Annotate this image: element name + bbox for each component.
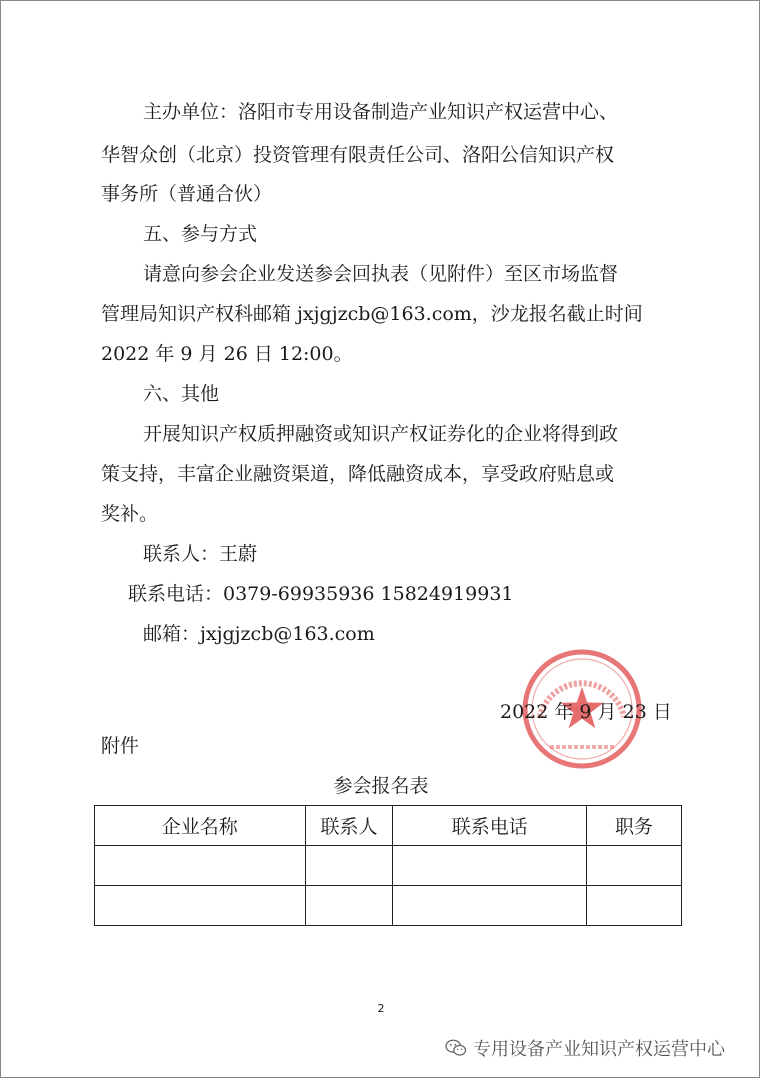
section-heading-other: 六、其他	[143, 383, 220, 405]
paragraph-other-line-1: 开展知识产权质押融资或知识产权证券化的企业将得到政	[143, 423, 619, 445]
table-cell	[393, 886, 587, 926]
registration-table-title: 参会报名表	[333, 775, 429, 797]
document-date: 2022 年 9 月 23 日	[500, 701, 672, 723]
wechat-watermark	[445, 1036, 725, 1060]
contact-email: 邮箱：jxjgjzcb@163.com	[143, 623, 375, 645]
table-header-row	[95, 806, 682, 846]
table-cell	[305, 846, 393, 886]
contact-person: 联系人：王蔚	[143, 543, 258, 565]
watermark-text: 专用设备产业知识产权运营中心	[473, 1039, 725, 1060]
table-cell	[587, 846, 682, 886]
paragraph-participation-line-2: 管理局知识产权科邮箱 jxjgjzcb@163.com，沙龙报名截止时间	[101, 303, 643, 325]
paragraph-other-line-3: 奖补。	[101, 503, 159, 525]
section-heading-participation: 五、参与方式	[143, 223, 258, 245]
table-cell	[393, 846, 587, 886]
table-cell	[95, 846, 306, 886]
registration-table	[94, 805, 682, 926]
table-row	[95, 846, 682, 886]
paragraph-organizer-line-2: 华智众创（北京）投资管理有限责任公司、洛阳公信知识产权	[101, 144, 615, 166]
paragraph-organizer-line-1: 主办单位：洛阳市专用设备制造产业知识产权运营中心、	[143, 101, 619, 123]
header-position: 职务	[587, 806, 682, 846]
page-number: 2	[377, 1002, 385, 1015]
table-cell	[305, 886, 393, 926]
wechat-icon	[445, 1038, 467, 1058]
paragraph-other-line-2: 策支持，丰富企业融资渠道，降低融资成本，享受政府贴息或	[101, 463, 615, 485]
table-row	[95, 886, 682, 926]
table-cell	[587, 886, 682, 926]
paragraph-participation-line-1: 请意向参会企业发送参会回执表（见附件）至区市场监督	[143, 263, 619, 285]
header-contact-phone: 联系电话	[393, 806, 587, 846]
header-company-name: 企业名称	[95, 806, 306, 846]
paragraph-participation-line-3: 2022 年 9 月 26 日 12:00。	[101, 343, 353, 365]
header-contact-person: 联系人	[305, 806, 393, 846]
attachment-label: 附件	[101, 735, 140, 757]
contact-phone: 联系电话：0379-69935936 15824919931	[128, 583, 514, 605]
paragraph-organizer-line-3: 事务所（普通合伙）	[101, 183, 273, 205]
table-cell	[95, 886, 306, 926]
